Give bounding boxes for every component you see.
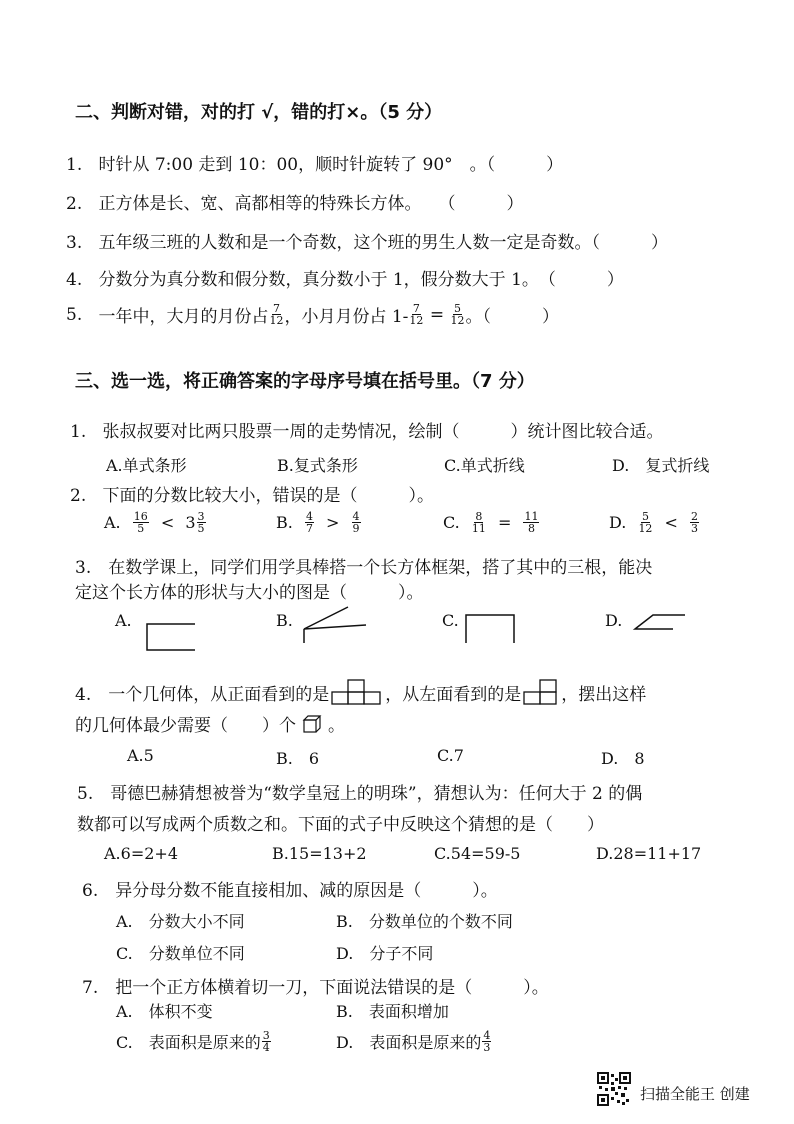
frac-den: 5 bbox=[137, 522, 145, 535]
s3-q1-text: 张叔叔要对比两只股票一周的走势情况，绘制（ ）统计图比较合适。 bbox=[102, 422, 664, 442]
frac-num: 2 bbox=[691, 510, 699, 523]
s3-q2-option-d bbox=[609, 511, 700, 534]
s2-item-3 bbox=[66, 228, 668, 253]
frac-den: 12 bbox=[450, 314, 465, 327]
s3-q5-option-c: C.54=59-5 bbox=[434, 844, 521, 863]
frame-lines-b1 bbox=[304, 607, 366, 629]
frame-lines-a bbox=[147, 624, 195, 650]
frac-den: 7 bbox=[305, 522, 313, 535]
qr-code-icon bbox=[597, 1072, 631, 1106]
s3-q4-option-c: C.7 bbox=[437, 746, 464, 765]
frac-den: 4 bbox=[262, 1041, 270, 1054]
s3-q3-label-d: D. bbox=[605, 611, 623, 630]
option-c-text: C. 表面积是原来的 bbox=[116, 1033, 261, 1052]
compare-sign: = bbox=[497, 513, 512, 532]
s3-q1-option-d: D. 复式折线 bbox=[612, 456, 710, 475]
frac-den: 12 bbox=[409, 314, 424, 327]
s3-q5-option-d: D.28=11+17 bbox=[596, 844, 702, 863]
fraction bbox=[133, 511, 149, 534]
frac-num: 4 bbox=[305, 510, 313, 523]
option-label: D. bbox=[609, 513, 627, 532]
frame-lines-d bbox=[635, 615, 685, 629]
s3-q5-line1: 5. 哥德巴赫猜想被誉为“数学皇冠上的明珠”，猜想认为：任何大于 2 的偶 bbox=[77, 784, 643, 804]
frame-figure-b bbox=[296, 605, 368, 645]
section2-title: 二、判断对错，对的打 √，错的打×。（5 分） bbox=[75, 102, 443, 123]
s3-q7-text: 7. 把一个正方体横着切一刀，下面说法错误的是（ ）。 bbox=[82, 978, 549, 998]
front-view-icon bbox=[331, 679, 383, 705]
frac-den: 3 bbox=[691, 522, 699, 535]
s3-q2-option-b bbox=[276, 511, 362, 534]
s2-item-4-no: 4. bbox=[66, 270, 83, 290]
frac-den: 11 bbox=[471, 522, 486, 535]
s3-q1-option-a: A.单式条形 bbox=[106, 456, 187, 475]
s3-q6-option-c: C. 分数单位不同 bbox=[116, 944, 245, 963]
s3-q4-text-a: 4. 一个几何体，从正面看到的是 bbox=[75, 684, 330, 705]
s2-item-3-no: 3. bbox=[66, 233, 83, 253]
frac-den: 9 bbox=[352, 522, 360, 535]
s2-item-5-text-c: 。（ ） bbox=[465, 307, 559, 327]
fraction bbox=[690, 511, 699, 534]
s3-q4-text-e: 。 bbox=[328, 716, 345, 736]
frac-num: 4 bbox=[483, 1029, 491, 1042]
s3-q7-option-b: B. 表面积增加 bbox=[336, 1002, 449, 1021]
frame-figure-a bbox=[143, 620, 199, 654]
option-label: C. bbox=[443, 513, 460, 532]
fraction-7-12 bbox=[269, 303, 283, 326]
s3-q5-line2: 数都可以写成两个质数之和。下面的式子中反映这个猜想的是（ ） bbox=[77, 815, 604, 835]
s3-q4-option-a: A.5 bbox=[127, 746, 154, 765]
s3-q2-option-c bbox=[443, 511, 540, 534]
frac-num: 7 bbox=[272, 302, 280, 315]
mixed-number bbox=[185, 511, 206, 534]
fraction-7-12-b bbox=[409, 303, 423, 326]
frame-lines-c bbox=[466, 615, 514, 643]
frac-den: 8 bbox=[527, 522, 535, 535]
fraction bbox=[197, 511, 206, 534]
s3-q1-option-b: B.复式条形 bbox=[277, 456, 358, 475]
s3-q4-option-d: D. 8 bbox=[601, 749, 645, 768]
s3-q2 bbox=[70, 481, 434, 506]
compare-sign: < bbox=[160, 513, 175, 532]
s2-item-4-text: 分数分为真分数和假分数，真分数小于 1，假分数大于 1。 （ ） bbox=[98, 270, 624, 290]
s2-item-1-text: 时针从 7:00 走到 10：00，顺时针旋转了 90° 。（ ） bbox=[98, 155, 564, 175]
frac-num: 4 bbox=[352, 510, 360, 523]
s2-item-5 bbox=[66, 302, 559, 327]
s3-q2-option-a bbox=[104, 511, 207, 534]
s3-q7-option-d bbox=[336, 1030, 492, 1053]
s2-item-5-text-b: ，小月月份占 1- bbox=[284, 307, 409, 327]
fraction-4-3 bbox=[482, 1030, 491, 1053]
s2-item-1 bbox=[66, 150, 563, 175]
s3-q4-line2 bbox=[75, 711, 345, 736]
fraction bbox=[638, 511, 652, 534]
s3-q4-option-b: B. 6 bbox=[276, 749, 320, 768]
frame-figure-d bbox=[633, 612, 687, 632]
s3-q6-option-b: B. 分数单位的个数不同 bbox=[336, 912, 513, 931]
s3-q2-no: 2. bbox=[70, 486, 87, 506]
s3-q6-option-d: D. 分子不同 bbox=[336, 944, 434, 963]
fraction-3-4 bbox=[262, 1030, 271, 1053]
frac-num: 3 bbox=[197, 510, 205, 523]
frac-num: 5 bbox=[453, 302, 461, 315]
s2-item-5-no: 5. bbox=[66, 304, 83, 325]
cube-icon bbox=[302, 714, 322, 734]
equals-sign: = bbox=[429, 304, 445, 325]
s3-q5-option-b: B.15=13+2 bbox=[272, 844, 367, 863]
s3-q7-option-c bbox=[116, 1030, 272, 1053]
frac-num: 8 bbox=[475, 510, 483, 523]
left-view-icon bbox=[523, 679, 559, 705]
s2-item-1-no: 1. bbox=[66, 155, 83, 175]
footer-credit: 扫描全能王 创建 bbox=[640, 1085, 750, 1103]
option-d-text: D. 表面积是原来的 bbox=[336, 1033, 482, 1052]
compare-sign: > bbox=[326, 513, 340, 532]
frac-num: 16 bbox=[133, 510, 148, 523]
frac-num: 5 bbox=[641, 510, 649, 523]
s3-q3-label-c: C. bbox=[442, 611, 459, 630]
s3-q1 bbox=[70, 417, 663, 442]
s2-item-2-no: 2. bbox=[66, 194, 83, 214]
fraction bbox=[523, 511, 539, 534]
s3-q5-option-a: A.6=2+4 bbox=[104, 844, 178, 863]
s3-q4-text-b: ，从左面看到的是 bbox=[385, 684, 522, 705]
s2-item-4 bbox=[66, 265, 624, 290]
s3-q7-option-a: A. 体积不变 bbox=[116, 1002, 213, 1021]
s3-q1-option-c: C.单式折线 bbox=[444, 456, 525, 475]
s3-q4-text-d: 的几何体最少需要（ ）个 bbox=[75, 716, 296, 736]
option-label: B. bbox=[276, 513, 293, 532]
s3-q3-label-a: A. bbox=[115, 611, 132, 630]
whole-part: 3 bbox=[185, 513, 196, 532]
s3-q3-line1: 3. 在数学课上，同学们用学具棒搭一个长方体框架，搭了其中的三根，能决 bbox=[75, 558, 653, 578]
frac-num: 7 bbox=[412, 302, 420, 315]
fraction bbox=[472, 511, 486, 534]
s3-q6-text: 6. 异分母分数不能直接相加、减的原因是（ ）。 bbox=[82, 881, 498, 901]
s2-item-5-text-a: 一年中，大月的月份占 bbox=[98, 307, 269, 327]
fraction bbox=[352, 511, 361, 534]
s3-q2-text: 下面的分数比较大小，错误的是（ ）。 bbox=[102, 486, 434, 506]
s3-q6-option-a: A. 分数大小不同 bbox=[116, 912, 245, 931]
frac-num: 11 bbox=[524, 510, 539, 523]
frac-den: 3 bbox=[483, 1041, 491, 1054]
s3-q3-line2: 定这个长方体的形状与大小的图是（ ）。 bbox=[75, 583, 424, 603]
s3-q4-line1 bbox=[75, 679, 646, 705]
frac-den: 12 bbox=[269, 314, 284, 327]
s3-q4-text-c: ，摆出这样 bbox=[561, 684, 647, 705]
fraction bbox=[305, 511, 314, 534]
s2-item-3-text: 五年级三班的人数和是一个奇数，这个班的男生人数一定是奇数。（ ） bbox=[98, 233, 668, 253]
frame-figure-c bbox=[462, 611, 518, 645]
frac-den: 12 bbox=[638, 522, 653, 535]
frac-den: 5 bbox=[197, 522, 205, 535]
compare-sign: < bbox=[664, 513, 678, 532]
s2-item-2-text: 正方体是长、宽、高都相等的特殊长方体。 （ ） bbox=[98, 194, 524, 214]
option-label: A. bbox=[104, 513, 121, 532]
fraction-5-12 bbox=[450, 303, 464, 326]
section3-title: 三、选一选，将正确答案的字母序号填在括号里。（7 分） bbox=[75, 371, 535, 392]
s3-q1-no: 1. bbox=[70, 422, 87, 442]
frac-num: 3 bbox=[262, 1029, 270, 1042]
s3-q3-label-b: B. bbox=[276, 611, 293, 630]
s2-item-2 bbox=[66, 189, 523, 214]
